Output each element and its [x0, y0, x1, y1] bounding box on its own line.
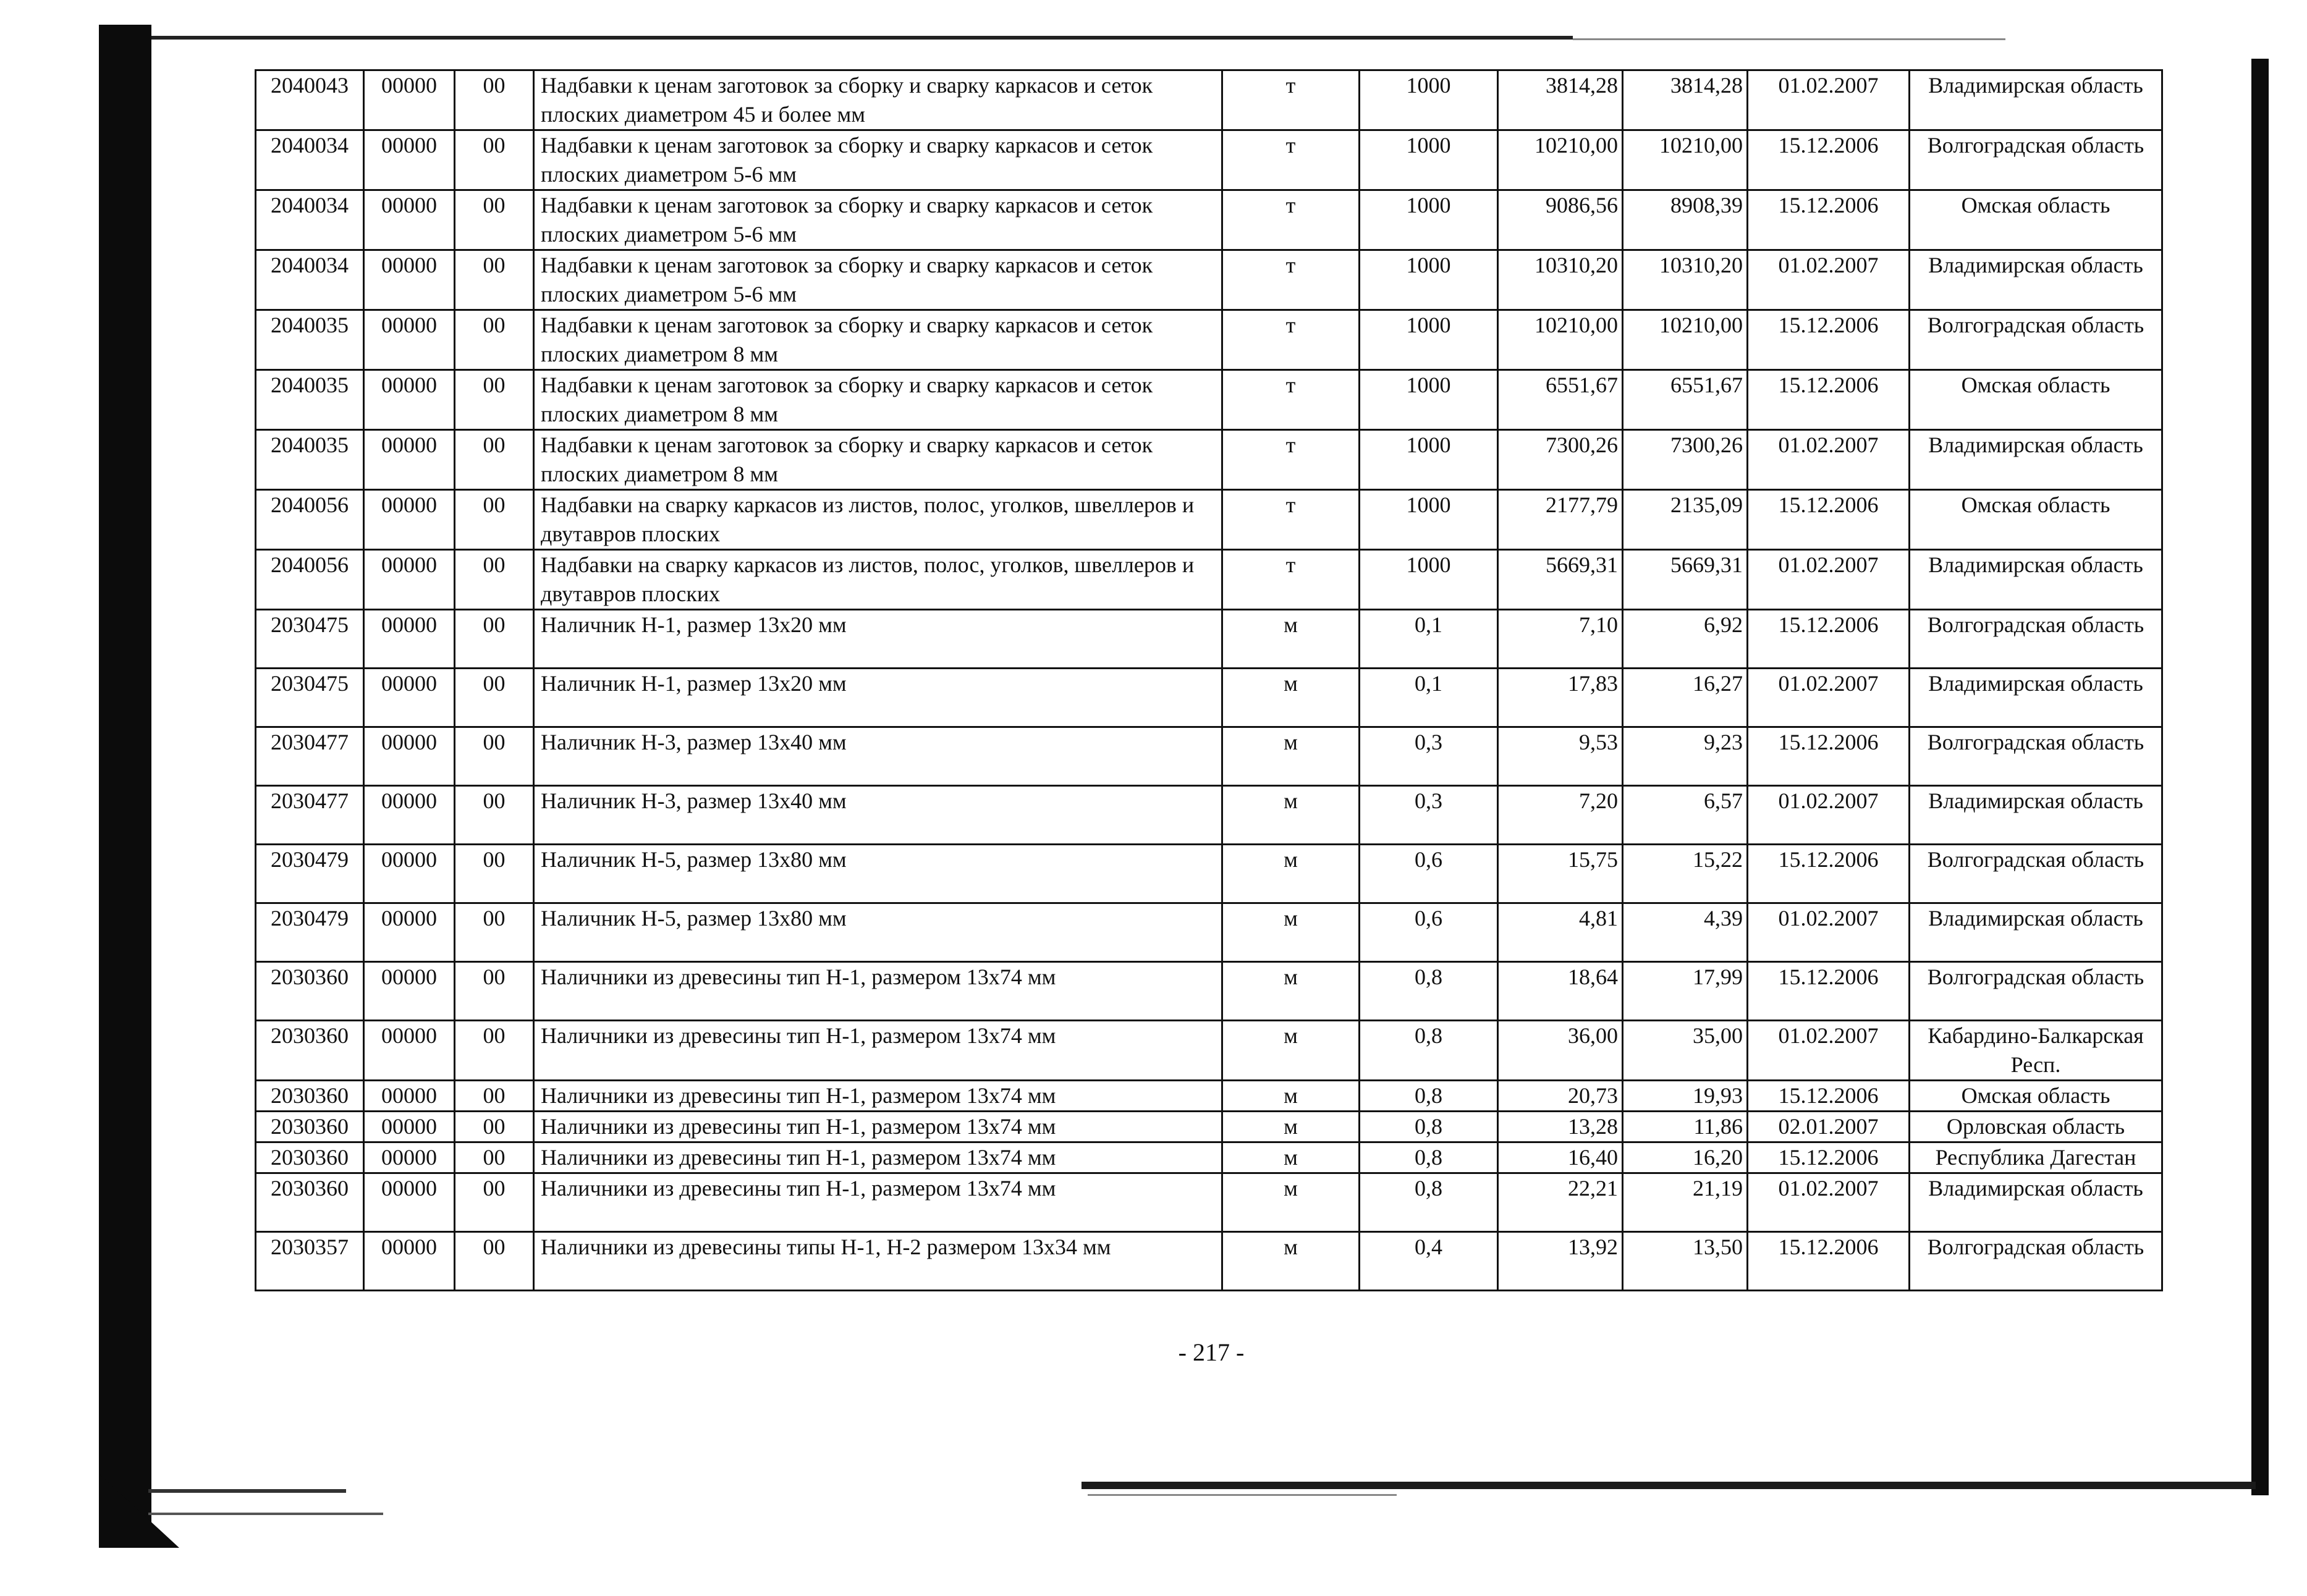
cell-version: 00: [455, 903, 534, 962]
cell-version: 00: [455, 550, 534, 610]
cell-price: 10210,00: [1623, 130, 1748, 190]
cell-name: Наличники из древесины тип Н-1, размером 13х74 мм: [534, 1173, 1222, 1232]
cell-unit: м: [1222, 1112, 1360, 1142]
cell-code: 2030360: [256, 1173, 364, 1232]
cell-unit: м: [1222, 845, 1360, 903]
cell-price: 5669,31: [1623, 550, 1748, 610]
cell-name: Надбавки к ценам заготовок за сборку и сварку каркасов и сеток плоских диаметром 5-6 мм: [534, 190, 1222, 250]
cell-date: 15.12.2006: [1748, 727, 1910, 786]
cell-price: 4,39: [1623, 903, 1748, 962]
cell-region: Омская область: [1910, 490, 2162, 550]
cell-region: Владимирская область: [1910, 669, 2162, 727]
cell-price: 19,93: [1623, 1081, 1748, 1112]
table-row: [256, 903, 2162, 962]
cell-region: Волгоградская область: [1910, 962, 2162, 1021]
cell-code: 2030475: [256, 610, 364, 669]
cell-region: Владимирская область: [1910, 786, 2162, 845]
table-row: [256, 786, 2162, 845]
cell-code: 2030477: [256, 786, 364, 845]
cell-code: 2030360: [256, 962, 364, 1021]
cell-region: Владимирская область: [1910, 250, 2162, 310]
cell-code: 2040035: [256, 430, 364, 490]
cell-subcode: 00000: [364, 190, 455, 250]
table-row: [256, 550, 2162, 610]
cell-code: 2040056: [256, 550, 364, 610]
cell-subcode: 00000: [364, 669, 455, 727]
cell-unit: т: [1222, 250, 1360, 310]
cell-subcode: 00000: [364, 1081, 455, 1112]
cell-code: 2040034: [256, 250, 364, 310]
cell-date: 02.01.2007: [1748, 1112, 1910, 1142]
cell-version: 00: [455, 1081, 534, 1112]
cell-region: Республика Дагестан: [1910, 1142, 2162, 1173]
cell-quantity: 1000: [1360, 490, 1498, 550]
scan-edge-left: [99, 25, 151, 1548]
cell-name: Надбавки к ценам заготовок за сборку и сварку каркасов и сеток плоских диаметром 5-6 мм: [534, 250, 1222, 310]
cell-code: 2040035: [256, 370, 364, 430]
cell-price-with-vat: 10210,00: [1498, 310, 1623, 370]
cell-price-with-vat: 20,73: [1498, 1081, 1623, 1112]
cell-unit: т: [1222, 70, 1360, 130]
cell-subcode: 00000: [364, 1021, 455, 1081]
cell-unit: м: [1222, 727, 1360, 786]
table-row: [256, 70, 2162, 130]
cell-region: Владимирская область: [1910, 430, 2162, 490]
cell-region: Волгоградская область: [1910, 1232, 2162, 1291]
cell-date: 15.12.2006: [1748, 490, 1910, 550]
cell-price-with-vat: 9,53: [1498, 727, 1623, 786]
cell-date: 01.02.2007: [1748, 903, 1910, 962]
cell-code: 2030360: [256, 1142, 364, 1173]
cell-version: 00: [455, 1173, 534, 1232]
cell-unit: м: [1222, 1232, 1360, 1291]
cell-price: 8908,39: [1623, 190, 1748, 250]
cell-version: 00: [455, 130, 534, 190]
cell-date: 15.12.2006: [1748, 190, 1910, 250]
table-row: [256, 370, 2162, 430]
price-table: [255, 69, 2163, 1291]
table-row: [256, 310, 2162, 370]
cell-unit: т: [1222, 490, 1360, 550]
cell-region: Омская область: [1910, 370, 2162, 430]
cell-price: 16,20: [1623, 1142, 1748, 1173]
table-row: [256, 1112, 2162, 1142]
cell-name: Наличники из древесины тип Н-1, размером 13х74 мм: [534, 962, 1222, 1021]
table-row: [256, 190, 2162, 250]
cell-version: 00: [455, 310, 534, 370]
cell-quantity: 0,3: [1360, 786, 1498, 845]
cell-date: 15.12.2006: [1748, 1232, 1910, 1291]
cell-quantity: 0,1: [1360, 610, 1498, 669]
cell-subcode: 00000: [364, 550, 455, 610]
cell-price-with-vat: 22,21: [1498, 1173, 1623, 1232]
cell-price-with-vat: 10310,20: [1498, 250, 1623, 310]
cell-quantity: 1000: [1360, 250, 1498, 310]
cell-region: Владимирская область: [1910, 550, 2162, 610]
cell-quantity: 0,8: [1360, 1173, 1498, 1232]
cell-version: 00: [455, 190, 534, 250]
table-row: [256, 1232, 2162, 1291]
cell-price: 15,22: [1623, 845, 1748, 903]
cell-unit: м: [1222, 1173, 1360, 1232]
cell-quantity: 0,8: [1360, 1081, 1498, 1112]
cell-date: 15.12.2006: [1748, 610, 1910, 669]
cell-code: 2030360: [256, 1112, 364, 1142]
cell-price-with-vat: 13,92: [1498, 1232, 1623, 1291]
cell-price: 10310,20: [1623, 250, 1748, 310]
cell-subcode: 00000: [364, 786, 455, 845]
cell-subcode: 00000: [364, 430, 455, 490]
cell-version: 00: [455, 1021, 534, 1081]
cell-date: 01.02.2007: [1748, 70, 1910, 130]
cell-region: Омская область: [1910, 190, 2162, 250]
scan-edge-bottom-right: [1082, 1482, 2256, 1489]
cell-price-with-vat: 16,40: [1498, 1142, 1623, 1173]
scan-edge-left-corner: [99, 1474, 179, 1548]
cell-code: 2030479: [256, 845, 364, 903]
cell-unit: м: [1222, 669, 1360, 727]
cell-name: Надбавки на сварку каркасов из листов, полос, уголков, швеллеров и двутавров плоских: [534, 550, 1222, 610]
cell-unit: т: [1222, 130, 1360, 190]
cell-quantity: 0,4: [1360, 1232, 1498, 1291]
cell-version: 00: [455, 1232, 534, 1291]
cell-price: 6,92: [1623, 610, 1748, 669]
cell-price-with-vat: 17,83: [1498, 669, 1623, 727]
cell-price-with-vat: 5669,31: [1498, 550, 1623, 610]
cell-region: Владимирская область: [1910, 1173, 2162, 1232]
cell-subcode: 00000: [364, 370, 455, 430]
cell-unit: м: [1222, 786, 1360, 845]
cell-quantity: 0,3: [1360, 727, 1498, 786]
cell-subcode: 00000: [364, 962, 455, 1021]
cell-price: 9,23: [1623, 727, 1748, 786]
cell-date: 01.02.2007: [1748, 430, 1910, 490]
cell-price-with-vat: 7,10: [1498, 610, 1623, 669]
scan-edge-bottom-right-faint: [1088, 1494, 1397, 1496]
cell-subcode: 00000: [364, 490, 455, 550]
cell-unit: т: [1222, 550, 1360, 610]
cell-name: Наличники из древесины тип Н-1, размером 13х74 мм: [534, 1081, 1222, 1112]
cell-subcode: 00000: [364, 1112, 455, 1142]
cell-date: 01.02.2007: [1748, 550, 1910, 610]
cell-version: 00: [455, 962, 534, 1021]
cell-region: Волгоградская область: [1910, 610, 2162, 669]
cell-price-with-vat: 6551,67: [1498, 370, 1623, 430]
cell-quantity: 1000: [1360, 70, 1498, 130]
cell-price-with-vat: 36,00: [1498, 1021, 1623, 1081]
cell-price-with-vat: 10210,00: [1498, 130, 1623, 190]
cell-quantity: 0,6: [1360, 903, 1498, 962]
cell-price-with-vat: 15,75: [1498, 845, 1623, 903]
table-row: [256, 1081, 2162, 1112]
cell-quantity: 1000: [1360, 430, 1498, 490]
cell-price: 6551,67: [1623, 370, 1748, 430]
cell-name: Наличник Н-1, размер 13х20 мм: [534, 669, 1222, 727]
cell-quantity: 1000: [1360, 130, 1498, 190]
scan-edge-bottom-left: [148, 1489, 346, 1493]
cell-region: Волгоградская область: [1910, 310, 2162, 370]
cell-subcode: 00000: [364, 903, 455, 962]
cell-unit: м: [1222, 962, 1360, 1021]
table-row: [256, 669, 2162, 727]
cell-version: 00: [455, 1142, 534, 1173]
cell-region: Владимирская область: [1910, 70, 2162, 130]
cell-price: 7300,26: [1623, 430, 1748, 490]
cell-price: 11,86: [1623, 1112, 1748, 1142]
cell-quantity: 1000: [1360, 550, 1498, 610]
cell-price: 35,00: [1623, 1021, 1748, 1081]
cell-quantity: 0,8: [1360, 1021, 1498, 1081]
table-body: [256, 70, 2162, 1291]
table-row: [256, 1142, 2162, 1173]
cell-price-with-vat: 2177,79: [1498, 490, 1623, 550]
cell-price-with-vat: 13,28: [1498, 1112, 1623, 1142]
cell-version: 00: [455, 370, 534, 430]
page-number: - 217 -: [1178, 1338, 1245, 1366]
cell-version: 00: [455, 727, 534, 786]
cell-version: 00: [455, 845, 534, 903]
table-row: [256, 430, 2162, 490]
cell-name: Надбавки к ценам заготовок за сборку и сварку каркасов и сеток плоских диаметром 5-6 мм: [534, 130, 1222, 190]
cell-price: 17,99: [1623, 962, 1748, 1021]
cell-region: Кабардино-Балкарская Респ.: [1910, 1021, 2162, 1081]
cell-quantity: 0,8: [1360, 1142, 1498, 1173]
scan-edge-right: [2251, 59, 2269, 1495]
cell-date: 15.12.2006: [1748, 1081, 1910, 1112]
cell-quantity: 1000: [1360, 370, 1498, 430]
cell-quantity: 1000: [1360, 310, 1498, 370]
cell-name: Наличник Н-5, размер 13х80 мм: [534, 903, 1222, 962]
cell-name: Надбавки на сварку каркасов из листов, полос, уголков, швеллеров и двутавров плоских: [534, 490, 1222, 550]
cell-price: 21,19: [1623, 1173, 1748, 1232]
cell-code: 2040034: [256, 190, 364, 250]
scan-edge-bottom-left-faint: [148, 1513, 383, 1515]
cell-version: 00: [455, 70, 534, 130]
cell-price: 13,50: [1623, 1232, 1748, 1291]
cell-price: 10210,00: [1623, 310, 1748, 370]
table-row: [256, 845, 2162, 903]
cell-date: 01.02.2007: [1748, 1021, 1910, 1081]
cell-version: 00: [455, 430, 534, 490]
cell-date: 01.02.2007: [1748, 1173, 1910, 1232]
cell-code: 2030357: [256, 1232, 364, 1291]
cell-version: 00: [455, 786, 534, 845]
cell-name: Наличники из древесины типы Н-1, Н-2 размером 13х34 мм: [534, 1232, 1222, 1291]
cell-version: 00: [455, 669, 534, 727]
table-row: [256, 130, 2162, 190]
cell-price-with-vat: 7300,26: [1498, 430, 1623, 490]
cell-price-with-vat: 4,81: [1498, 903, 1623, 962]
cell-price: 6,57: [1623, 786, 1748, 845]
cell-unit: м: [1222, 1081, 1360, 1112]
cell-subcode: 00000: [364, 1232, 455, 1291]
cell-version: 00: [455, 610, 534, 669]
cell-subcode: 00000: [364, 727, 455, 786]
table-row: [256, 1173, 2162, 1232]
cell-unit: т: [1222, 430, 1360, 490]
cell-quantity: 0,1: [1360, 669, 1498, 727]
cell-region: Омская область: [1910, 1081, 2162, 1112]
cell-subcode: 00000: [364, 250, 455, 310]
cell-subcode: 00000: [364, 1142, 455, 1173]
cell-code: 2030477: [256, 727, 364, 786]
cell-version: 00: [455, 490, 534, 550]
cell-name: Надбавки к ценам заготовок за сборку и сварку каркасов и сеток плоских диаметром 8 мм: [534, 310, 1222, 370]
cell-code: 2030479: [256, 903, 364, 962]
cell-name: Наличники из древесины тип Н-1, размером 13х74 мм: [534, 1021, 1222, 1081]
cell-subcode: 00000: [364, 1173, 455, 1232]
cell-name: Надбавки к ценам заготовок за сборку и сварку каркасов и сеток плоских диаметром 8 мм: [534, 370, 1222, 430]
cell-date: 15.12.2006: [1748, 1142, 1910, 1173]
cell-date: 15.12.2006: [1748, 962, 1910, 1021]
cell-unit: м: [1222, 1142, 1360, 1173]
cell-date: 15.12.2006: [1748, 310, 1910, 370]
cell-date: 15.12.2006: [1748, 845, 1910, 903]
cell-region: Волгоградская область: [1910, 727, 2162, 786]
cell-subcode: 00000: [364, 845, 455, 903]
cell-subcode: 00000: [364, 130, 455, 190]
cell-date: 15.12.2006: [1748, 130, 1910, 190]
cell-unit: т: [1222, 310, 1360, 370]
table-row: [256, 490, 2162, 550]
cell-quantity: 0,6: [1360, 845, 1498, 903]
cell-name: Наличник Н-3, размер 13х40 мм: [534, 727, 1222, 786]
table-row: [256, 250, 2162, 310]
cell-version: 00: [455, 1112, 534, 1142]
table-row: [256, 1021, 2162, 1081]
cell-unit: м: [1222, 610, 1360, 669]
cell-name: Наличник Н-5, размер 13х80 мм: [534, 845, 1222, 903]
cell-subcode: 00000: [364, 70, 455, 130]
cell-code: 2030475: [256, 669, 364, 727]
cell-subcode: 00000: [364, 310, 455, 370]
table-row: [256, 610, 2162, 669]
cell-unit: т: [1222, 370, 1360, 430]
cell-code: 2040056: [256, 490, 364, 550]
cell-price: 16,27: [1623, 669, 1748, 727]
cell-date: 01.02.2007: [1748, 669, 1910, 727]
cell-region: Орловская область: [1910, 1112, 2162, 1142]
cell-price-with-vat: 7,20: [1498, 786, 1623, 845]
cell-price-with-vat: 18,64: [1498, 962, 1623, 1021]
cell-code: 2040043: [256, 70, 364, 130]
cell-price-with-vat: 3814,28: [1498, 70, 1623, 130]
cell-region: Волгоградская область: [1910, 130, 2162, 190]
cell-date: 01.02.2007: [1748, 786, 1910, 845]
cell-quantity: 0,8: [1360, 962, 1498, 1021]
cell-name: Надбавки к ценам заготовок за сборку и сварку каркасов и сеток плоских диаметром 8 мм: [534, 430, 1222, 490]
cell-name: Наличник Н-3, размер 13х40 мм: [534, 786, 1222, 845]
cell-unit: т: [1222, 190, 1360, 250]
cell-name: Надбавки к ценам заготовок за сборку и сварку каркасов и сеток плоских диаметром 45 и более мм: [534, 70, 1222, 130]
cell-name: Наличники из древесины тип Н-1, размером 13х74 мм: [534, 1112, 1222, 1142]
cell-unit: м: [1222, 903, 1360, 962]
cell-code: 2030360: [256, 1021, 364, 1081]
table-row: [256, 727, 2162, 786]
cell-unit: м: [1222, 1021, 1360, 1081]
cell-name: Наличники из древесины тип Н-1, размером 13х74 мм: [534, 1142, 1222, 1173]
cell-code: 2040035: [256, 310, 364, 370]
cell-region: Владимирская область: [1910, 903, 2162, 962]
table-row: [256, 962, 2162, 1021]
cell-quantity: 0,8: [1360, 1112, 1498, 1142]
cell-price: 2135,09: [1623, 490, 1748, 550]
cell-subcode: 00000: [364, 610, 455, 669]
cell-quantity: 1000: [1360, 190, 1498, 250]
cell-date: 01.02.2007: [1748, 250, 1910, 310]
cell-price: 3814,28: [1623, 70, 1748, 130]
scan-edge-top: [151, 36, 1573, 40]
cell-region: Волгоградская область: [1910, 845, 2162, 903]
scan-edge-top-faint: [1573, 38, 2005, 40]
cell-code: 2040034: [256, 130, 364, 190]
cell-code: 2030360: [256, 1081, 364, 1112]
cell-price-with-vat: 9086,56: [1498, 190, 1623, 250]
cell-date: 15.12.2006: [1748, 370, 1910, 430]
cell-name: Наличник Н-1, размер 13х20 мм: [534, 610, 1222, 669]
cell-version: 00: [455, 250, 534, 310]
